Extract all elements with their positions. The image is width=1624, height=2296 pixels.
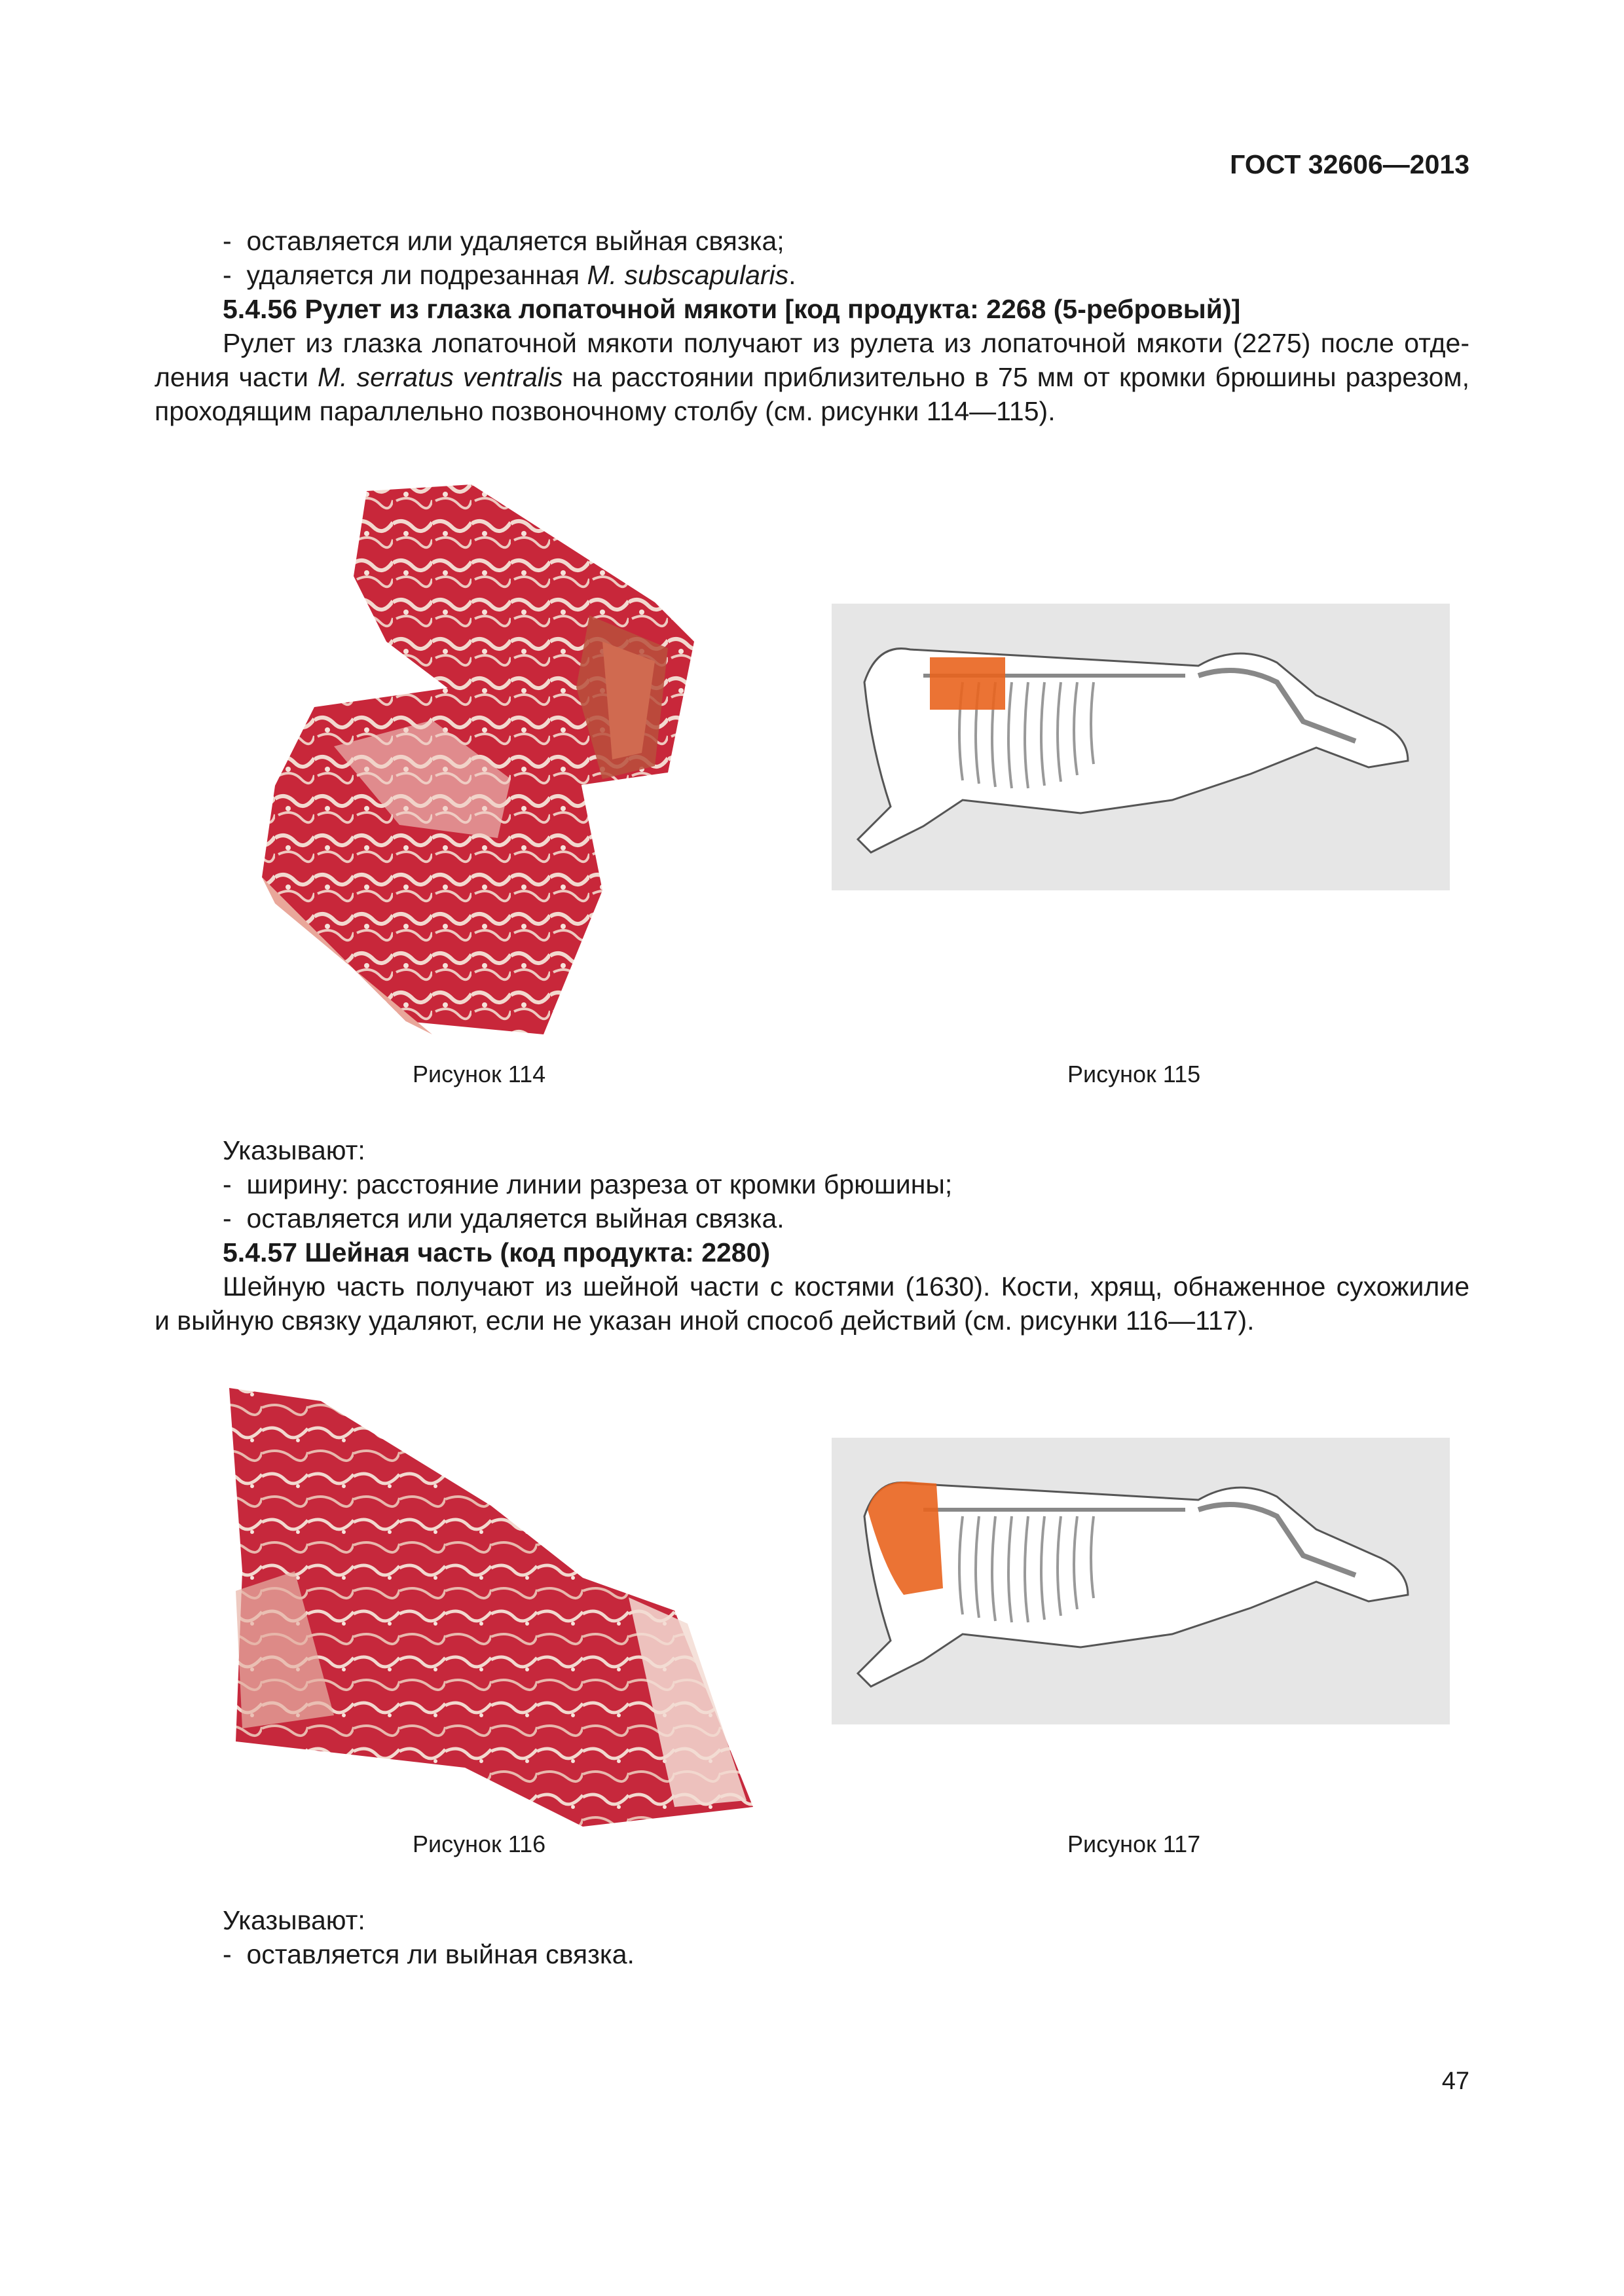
list-item-tail: . <box>788 260 796 290</box>
list-item-text: оставляется ли выйная связка. <box>246 1939 635 1969</box>
section-title: 5.4.56 Рулет из глазка лопаточной мякоти [код продукта: 2268 (5-ребровый)] <box>223 294 1241 324</box>
spec-intro: Указывают: <box>223 1905 365 1935</box>
figure-114-caption: Рисунок 114 <box>413 1061 546 1087</box>
list-item <box>223 259 796 291</box>
list-item <box>223 1202 784 1235</box>
list-dash: - <box>223 1203 232 1233</box>
list-item-text: оставляется или удаляется выйная связка. <box>246 1203 784 1233</box>
list-dash: - <box>223 226 232 256</box>
list-item <box>223 1168 952 1201</box>
paragraph-line <box>155 361 1469 393</box>
list-item-italic: M. subscapularis <box>587 260 789 290</box>
list-item-text: удаляется ли подрезанная <box>246 260 587 290</box>
paragraph-line: Шейную часть получают из шейной части с костями (1630). Кости, хрящ, обнаженное сухожилие <box>223 1271 1469 1302</box>
spec-intro: Указывают: <box>223 1135 365 1165</box>
list-item-text: оставляется или удаляется выйная связка; <box>246 226 784 256</box>
page-number: 47 <box>1441 2068 1469 2095</box>
figure-115-caption: Рисунок 115 <box>1067 1061 1201 1087</box>
highlight-region <box>930 657 1005 710</box>
standard-header: ГОСТ 32606—2013 <box>1230 149 1469 179</box>
figure-116-photo <box>216 1375 760 1833</box>
figure-114-photo <box>236 471 747 1048</box>
paragraph-text: на расстоянии приблизительно в 75 мм от кромки брюшины разрезом, <box>563 362 1469 392</box>
paragraph-text: ления части <box>155 362 318 392</box>
list-item-text: ширину: расстояние линии разреза от кромки брюшины; <box>246 1169 953 1199</box>
figure-116-caption: Рисунок 116 <box>413 1831 546 1857</box>
list-item <box>223 225 784 257</box>
section-title: 5.4.57 Шейная часть (код продукта: 2280) <box>223 1237 771 1267</box>
list-dash: - <box>223 1169 232 1199</box>
figure-117-caption: Рисунок 117 <box>1067 1831 1201 1857</box>
list-item <box>223 1938 635 1971</box>
list-dash: - <box>223 260 232 290</box>
latin-term: M. serratus ventralis <box>317 362 563 392</box>
paragraph-line: Рулет из глазка лопаточной мякоти получают из рулета из лопаточной мякоти (2275) после отде- <box>223 328 1469 358</box>
figure-117-diagram <box>832 1438 1450 1724</box>
paragraph-line: и выйную связку удаляют, если не указан иной способ действий (см. рисунки 116—117). <box>155 1305 1255 1336</box>
list-dash: - <box>223 1939 232 1969</box>
paragraph-line: проходящим параллельно позвоночному столбу (см. рисунки 114—115). <box>155 396 1056 426</box>
figure-115-diagram <box>832 604 1450 890</box>
